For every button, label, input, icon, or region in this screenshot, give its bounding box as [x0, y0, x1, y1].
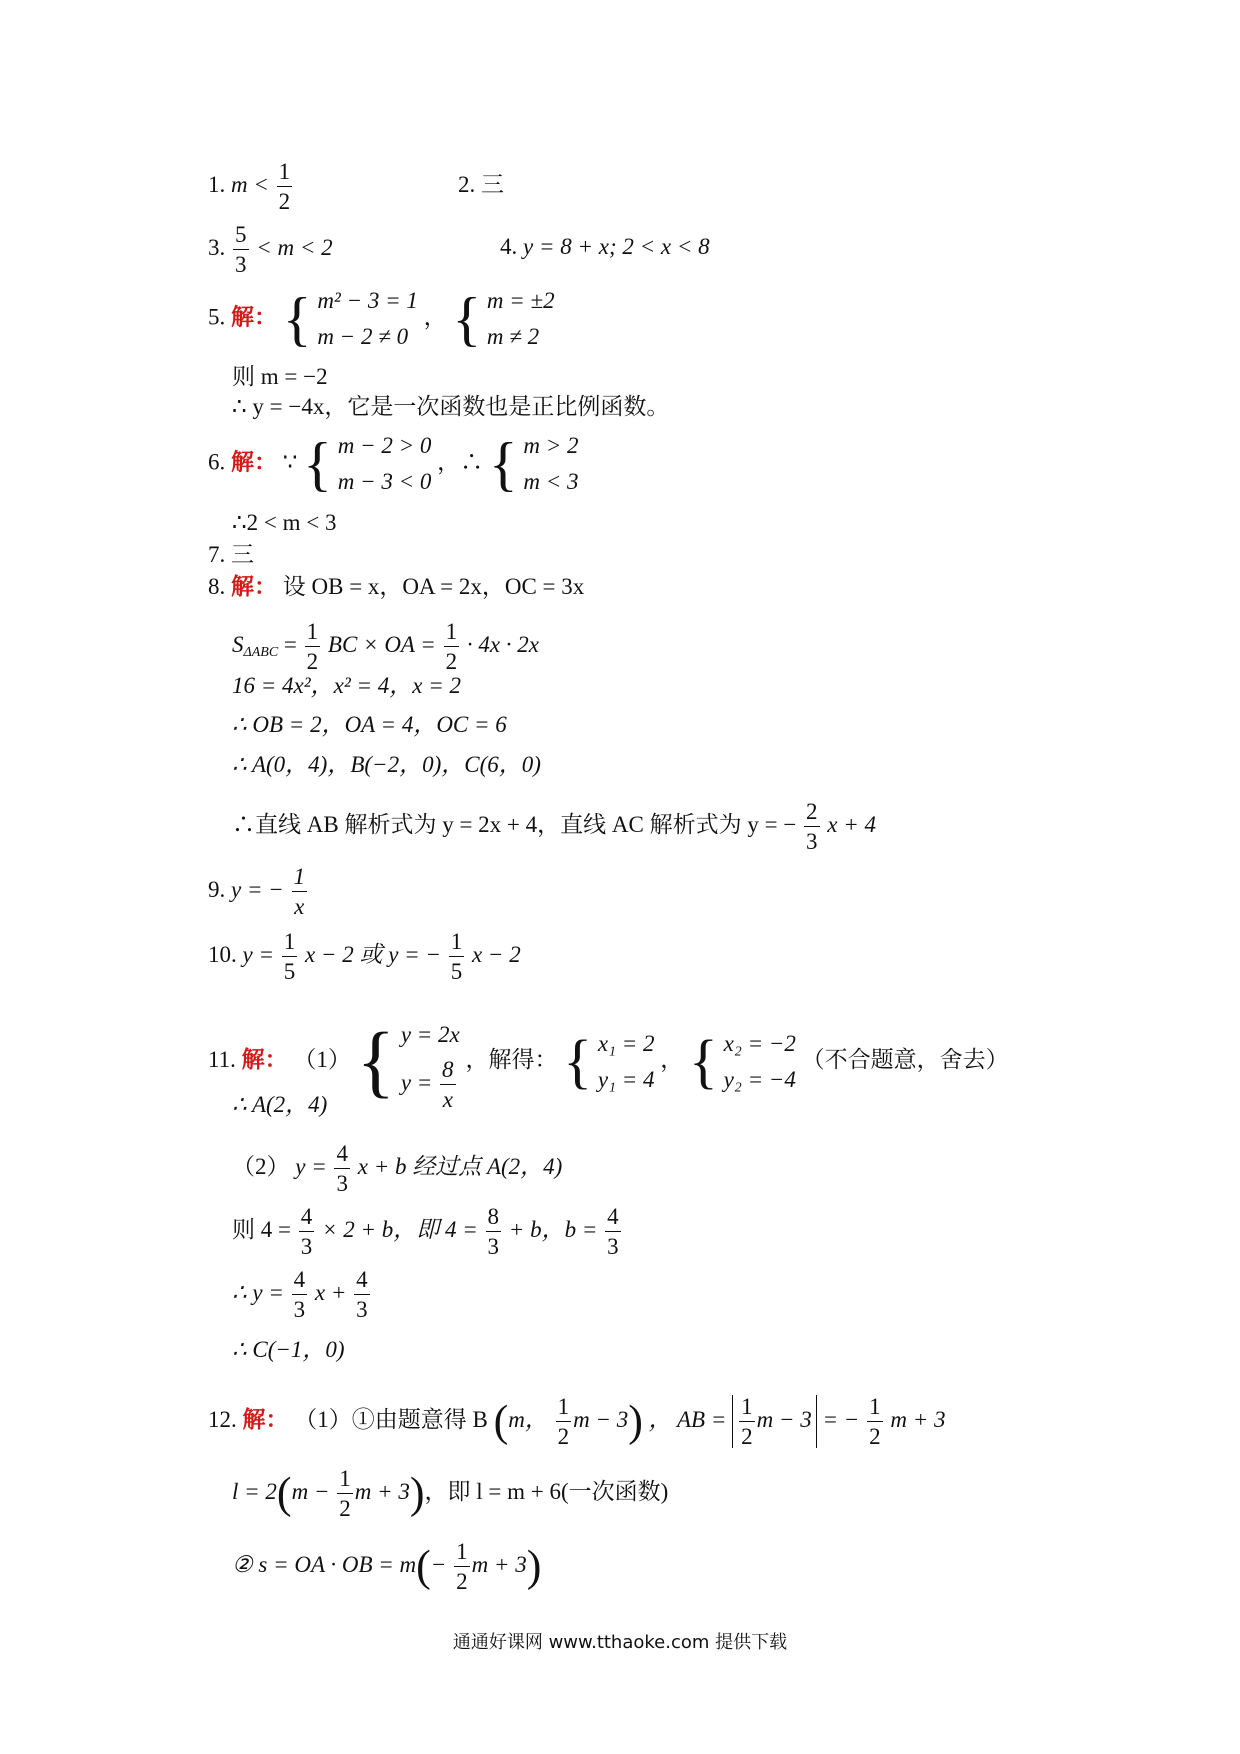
q8: 8. 解： 设 OB = x，OA = 2x，OC = 3x: [208, 574, 585, 599]
q6-system-1: m − 2 > 0 m − 3 < 0: [337, 433, 432, 494]
q11-solution-1: x₁ = 2 y₁ = 4: [597, 1030, 655, 1092]
q1-fraction: $\frac{1}{2}$: [278, 159, 291, 214]
q7-answer: 三: [231, 542, 254, 567]
q8-lines: ∴直线 AB 解析式为 y = 2x + 4，直线 AC 解析式为 y = − $\frac{2}{3}$ x + 4: [232, 799, 877, 854]
q11-then: 则 4 = $\frac{4}{3}$ × 2 + b，即 4 = $\frac{8}{3}$ + b，b = $\frac{4}{3}$: [232, 1204, 619, 1259]
q5-conclusion: ∴ y = −4x，它是一次函数也是正比例函数。: [232, 394, 670, 419]
q11-part2: （2） y = $\frac{4}{3}$ x + b 经过点 A(2，4): [232, 1141, 563, 1196]
q11-point-a: ∴ A(2，4): [232, 1092, 328, 1117]
q12: 12. 解： （1）①由题意得 B (m， $\frac{1}{2}$ m − 3) ， AB = $\frac{1}{2}$ m − 3 = − $\frac{1}{2}$ m + 3: [208, 1394, 946, 1449]
q4-answer: y = 8 + x; 2 < x < 8: [523, 234, 710, 259]
solve-label: 解：: [231, 574, 277, 599]
q5-system-1: m² − 3 = 1 m − 2 ≠ 0: [317, 288, 418, 349]
q1-answer-prefix: m <: [231, 171, 269, 197]
q12-area: ② s = OA · OB = m(− $\frac{1}{2}$ m + 3): [232, 1539, 542, 1594]
solve-label: 解：: [231, 304, 277, 330]
footer-url[interactable]: www.tthaoke.com: [548, 1632, 710, 1653]
q12-perimeter: l = 2(m − $\frac{1}{2}$ m + 3)，即 l = m + 6(一次函数): [232, 1466, 669, 1521]
q5: 5. 解： { m² − 3 = 1 m − 2 ≠ 0 ， { m = ±2 m ≠ 2: [208, 283, 555, 355]
solve-label: 解：: [241, 1046, 288, 1072]
q3-fraction: $\frac{5}{3}$: [235, 222, 247, 277]
q3: 3. $\frac{5}{3}$ < m < 2: [208, 222, 333, 277]
q11-system: y = 2x y = $\frac{8}{x}$: [400, 1022, 460, 1112]
q3-answer: < m < 2: [256, 234, 333, 260]
q8-setup: 设 OB = x，OA = 2x，OC = 3x: [282, 574, 585, 599]
q6-conclusion: ∴2 < m < 3: [232, 510, 337, 535]
q8-points: ∴ A(0，4)，B(−2，0)，C(6，0): [232, 752, 541, 777]
q11: 11. 解： （1） { y = 2x y = $\frac{8}{x}$ ，解得： { x₁ = 2 y₁ = 4 ， { x₂ = −2 y₂ = −4 （不合题意，舍去）: [208, 1012, 1009, 1111]
q5-then: 则 m = −2: [232, 364, 328, 389]
q12-abs-value: $\frac{1}{2}$ m − 3: [732, 1395, 817, 1448]
q8-lengths: ∴ OB = 2，OA = 4，OC = 6: [232, 712, 507, 737]
solve-label: 解：: [242, 1406, 289, 1432]
q7: 7. 三: [208, 542, 254, 567]
q5-system-2: m = ±2 m ≠ 2: [486, 288, 555, 349]
footer-suffix: 提供下载: [715, 1632, 788, 1653]
q4: 4. y = 8 + x; 2 < x < 8: [500, 234, 710, 259]
q8-solve: 16 = 4x²，x² = 4，x = 2: [232, 673, 461, 698]
q2: 2. 三: [458, 172, 504, 197]
q11-result: ∴ y = $\frac{4}{3}$ x + $\frac{4}{3}$: [232, 1267, 368, 1322]
q8-area: $S_{\Delta ABC}$ = $\frac{1}{2}$ BC × OA = $\frac{1}{2}$ · 4x · 2x: [232, 619, 540, 674]
q6: 6. 解： ∵ { m − 2 > 0 m − 3 < 0 ，∴ { m > 2 m < 3: [208, 428, 579, 500]
q10: 10. y = $\frac{1}{5}$ x − 2 或 y = − $\frac{1}{5}$ x − 2: [208, 929, 521, 984]
page-footer: [0, 1628, 1240, 1654]
q6-system-2: m > 2 m < 3: [523, 433, 579, 494]
q9: 9. y = − $\frac{1}{x}$: [208, 864, 305, 919]
q1: 1. m < $\frac{1}{2}$: [208, 159, 291, 214]
q11-point-c: ∴ C(−1，0): [232, 1337, 345, 1362]
solve-label: 解：: [231, 449, 277, 475]
q2-answer: 三: [481, 172, 504, 197]
q11-solution-2: x₂ = −2 y₂ = −4: [723, 1030, 796, 1092]
footer-site: 通通好课网: [452, 1632, 543, 1653]
